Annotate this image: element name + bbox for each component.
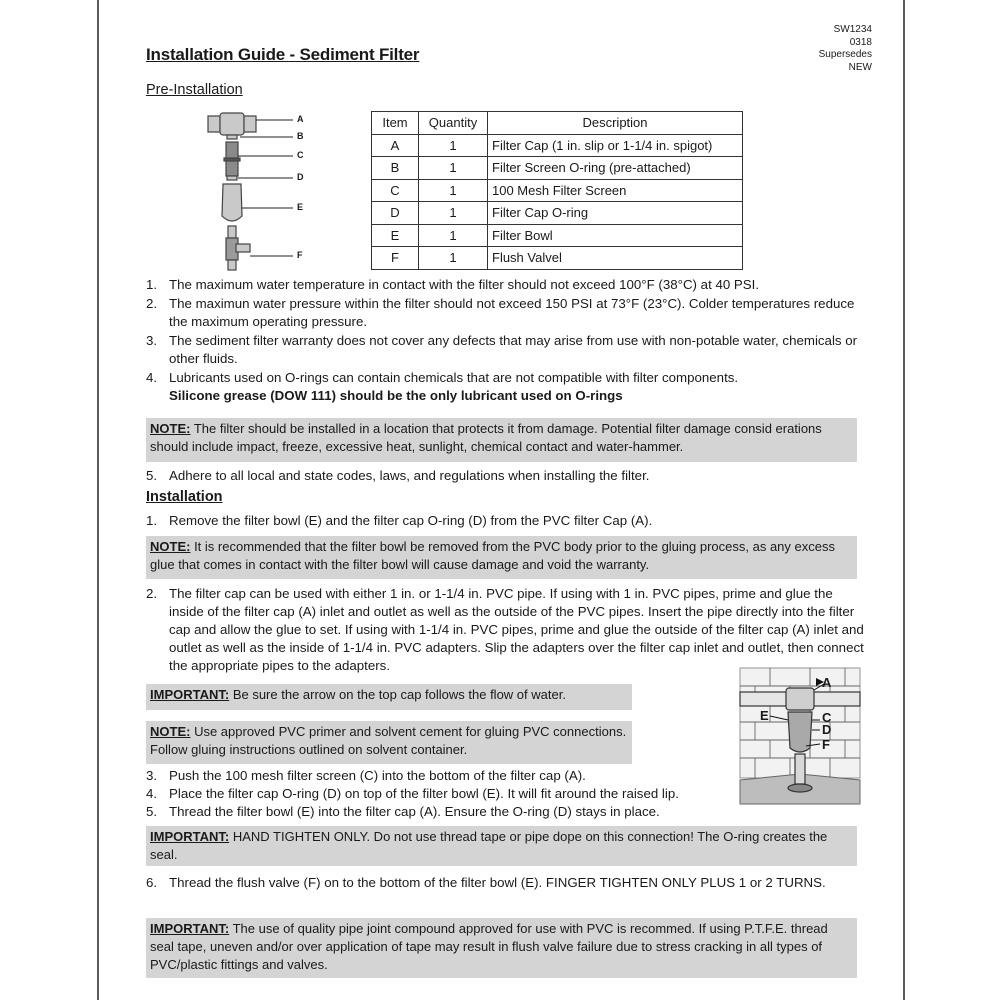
list-number: 5.: [146, 468, 158, 483]
install-step-2: [146, 585, 866, 675]
list-number: 3.: [146, 333, 158, 348]
table-cell-item: B: [372, 157, 419, 180]
right-page-rule: [903, 0, 905, 1000]
column-header-item: Item: [372, 112, 419, 135]
table-row: [372, 134, 743, 157]
list-number: 4.: [146, 786, 158, 801]
important-label: IMPORTANT:: [150, 829, 230, 844]
list-text: Place the filter cap O-ring (D) on top of the filter bowl (E). It will fit around the raised lip.: [169, 786, 679, 801]
table-cell-quantity: 1: [419, 224, 488, 247]
table-cell-quantity: 1: [419, 202, 488, 225]
table-cell-description: Filter Screen O-ring (pre-attached): [488, 157, 743, 180]
diagram-label-a: A: [297, 114, 304, 124]
column-header-quantity: Quantity: [419, 112, 488, 135]
table-cell-quantity: 1: [419, 179, 488, 202]
note-label: NOTE:: [150, 421, 191, 436]
diagram-label-e: E: [297, 202, 304, 212]
diagram-label-b: B: [297, 131, 304, 141]
list-text: The sediment filter warranty does not cover any defects that may arise from use with non-potable water, chemicals or other fluids.: [169, 333, 858, 366]
table-cell-quantity: 1: [419, 134, 488, 157]
list-number: 2.: [146, 296, 158, 311]
installed-label-c: C: [822, 710, 832, 725]
pre-install-item-4: [146, 369, 866, 405]
table-cell-item: F: [372, 247, 419, 270]
list-text: The filter cap can be used with either 1 in. or 1-1/4 in. PVC pipe. If using with 1 in. PVC pipes, prime and glue the inside of the filter cap (A) inlet and outlet as well as the outside of the PVC pipes. Insert the pipe directly into the filter cap and allow the glue to set. If using with 1-1/4 in. PVC pipes, prime and glue the outside of the filter cap (A) inlet and outlet as well as the inside of 1-1/4 in. PVC adapters. Slip the adapters over the filter cap inlet and outlet, then connect the appropriate pipes to the adapters.: [169, 586, 864, 673]
list-text: Lubricants used on O-rings can contain chemicals that are not compatible with filter components.: [169, 370, 739, 385]
pre-install-item-3: [146, 332, 866, 368]
installation-heading: Installation: [146, 489, 223, 505]
installed-label-f: F: [822, 737, 830, 752]
note-text: The filter should be installed in a location that protects it from damage. Potential filter damage consid erations should include impact, freeze, excessive heat, sunlight, chemical contact and water-hammer.: [150, 421, 822, 454]
table-cell-description: Filter Cap O-ring: [488, 202, 743, 225]
install-step-4: [146, 785, 726, 803]
pre-install-item-5: [146, 467, 866, 485]
supersedes-value: NEW: [848, 61, 872, 73]
pre-install-item-2: [146, 295, 866, 331]
install-step-1: [146, 512, 866, 530]
note-text: It is recommended that the filter bowl be removed from the PVC body prior to the gluing process, as any excess glue that comes in contact with the filter bowl will cause damage and void the warranty.: [150, 539, 835, 572]
document-number: SW1234: [833, 24, 872, 35]
list-number: 4.: [146, 370, 158, 385]
install-important-3: [146, 918, 857, 978]
document-date: 0318: [849, 36, 872, 48]
note-text: Use approved PVC primer and solvent cement for gluing PVC connections. Follow gluing instructions outlined on solvent container.: [150, 724, 627, 757]
installed-label-d: D: [822, 722, 832, 737]
table-cell-item: C: [372, 179, 419, 202]
pre-installation-heading: Pre-Installation: [146, 82, 243, 98]
install-note-1: [146, 536, 857, 579]
install-step-5: [146, 803, 746, 821]
list-text: The maximum water temperature in contact with the filter should not exceed 100°F (38°C) at 40 PSI.: [169, 277, 760, 292]
table-row: [372, 179, 743, 202]
note-label: NOTE:: [150, 539, 191, 554]
pre-install-item-1: [146, 276, 866, 294]
list-text: Adhere to all local and state codes, laws, and regulations when installing the filter.: [169, 468, 650, 483]
list-text: Push the 100 mesh filter screen (C) into the bottom of the filter cap (A).: [169, 768, 586, 783]
installed-filter-diagram: [740, 668, 860, 804]
table-cell-description: 100 Mesh Filter Screen: [488, 179, 743, 202]
column-header-description: Description: [488, 112, 743, 135]
important-text: Be sure the arrow on the top cap follows the flow of water.: [229, 687, 566, 702]
diagram-label-d: D: [297, 172, 304, 182]
install-important-1: [146, 684, 632, 710]
table-cell-item: A: [372, 134, 419, 157]
table-cell-quantity: 1: [419, 247, 488, 270]
installed-label-a: A: [822, 675, 832, 690]
install-step-6: [146, 874, 826, 892]
pre-install-note: [146, 418, 857, 462]
list-number: 6.: [146, 875, 158, 890]
table-cell-description: Filter Bowl: [488, 224, 743, 247]
list-number: 2.: [146, 586, 158, 601]
table-cell-item: D: [372, 202, 419, 225]
important-label: IMPORTANT:: [150, 687, 230, 702]
list-text: Thread the filter bowl (E) into the filter cap (A). Ensure the O-ring (D) stays in place.: [169, 804, 660, 819]
important-text: HAND TIGHTEN ONLY. Do not use thread tape or pipe dope on this connection! The O-ring creates the seal.: [150, 829, 828, 862]
install-important-2: [146, 826, 857, 866]
list-text: The maximun water pressure within the filter should not exceed 150 PSI at 73°F (23°C). Colder temperatures reduce the maximum operating pressure.: [169, 296, 855, 329]
note-label: NOTE:: [150, 724, 191, 739]
install-step-3: [146, 767, 726, 785]
parts-table: [371, 111, 743, 270]
list-number: 1.: [146, 513, 158, 528]
important-label: IMPORTANT:: [150, 921, 230, 936]
list-text-emphasis: Silicone grease (DOW 111) should be the only lubricant used on O-rings: [169, 388, 623, 403]
table-header-row: [372, 112, 743, 135]
left-page-rule: [97, 0, 99, 1000]
list-text: Remove the filter bowl (E) and the filter cap O-ring (D) from the PVC filter Cap (A).: [169, 513, 653, 528]
list-number: 5.: [146, 804, 158, 819]
diagram-label-f: F: [297, 250, 303, 260]
table-cell-item: E: [372, 224, 419, 247]
list-number: 1.: [146, 277, 158, 292]
table-cell-description: Filter Cap (1 in. slip or 1-1/4 in. spigot): [488, 134, 743, 157]
supersedes-label: Supersedes: [818, 49, 872, 60]
important-text: The use of quality pipe joint compound approved for use with PVC is recommed. If using P.T.F.E. thread seal tape, uneven and/or over application of tape may result in flush valve failure due to stress cracking in all types of PVC/plastic fittings and valves.: [150, 921, 828, 972]
table-row: [372, 157, 743, 180]
installed-label-e: E: [760, 708, 769, 723]
document-title: Installation Guide - Sediment Filter: [146, 45, 420, 64]
table-cell-quantity: 1: [419, 157, 488, 180]
list-text: Thread the flush valve (F) on to the bottom of the filter bowl (E). FINGER TIGHTEN ONLY PLUS 1 or 2 TURNS.: [169, 875, 826, 890]
document-meta: [819, 24, 872, 74]
install-note-2: [146, 721, 632, 764]
table-cell-description: Flush Valvel: [488, 247, 743, 270]
list-number: 3.: [146, 768, 158, 783]
table-row: [372, 202, 743, 225]
table-row: [372, 224, 743, 247]
table-row: [372, 247, 743, 270]
diagram-label-c: C: [297, 150, 304, 160]
